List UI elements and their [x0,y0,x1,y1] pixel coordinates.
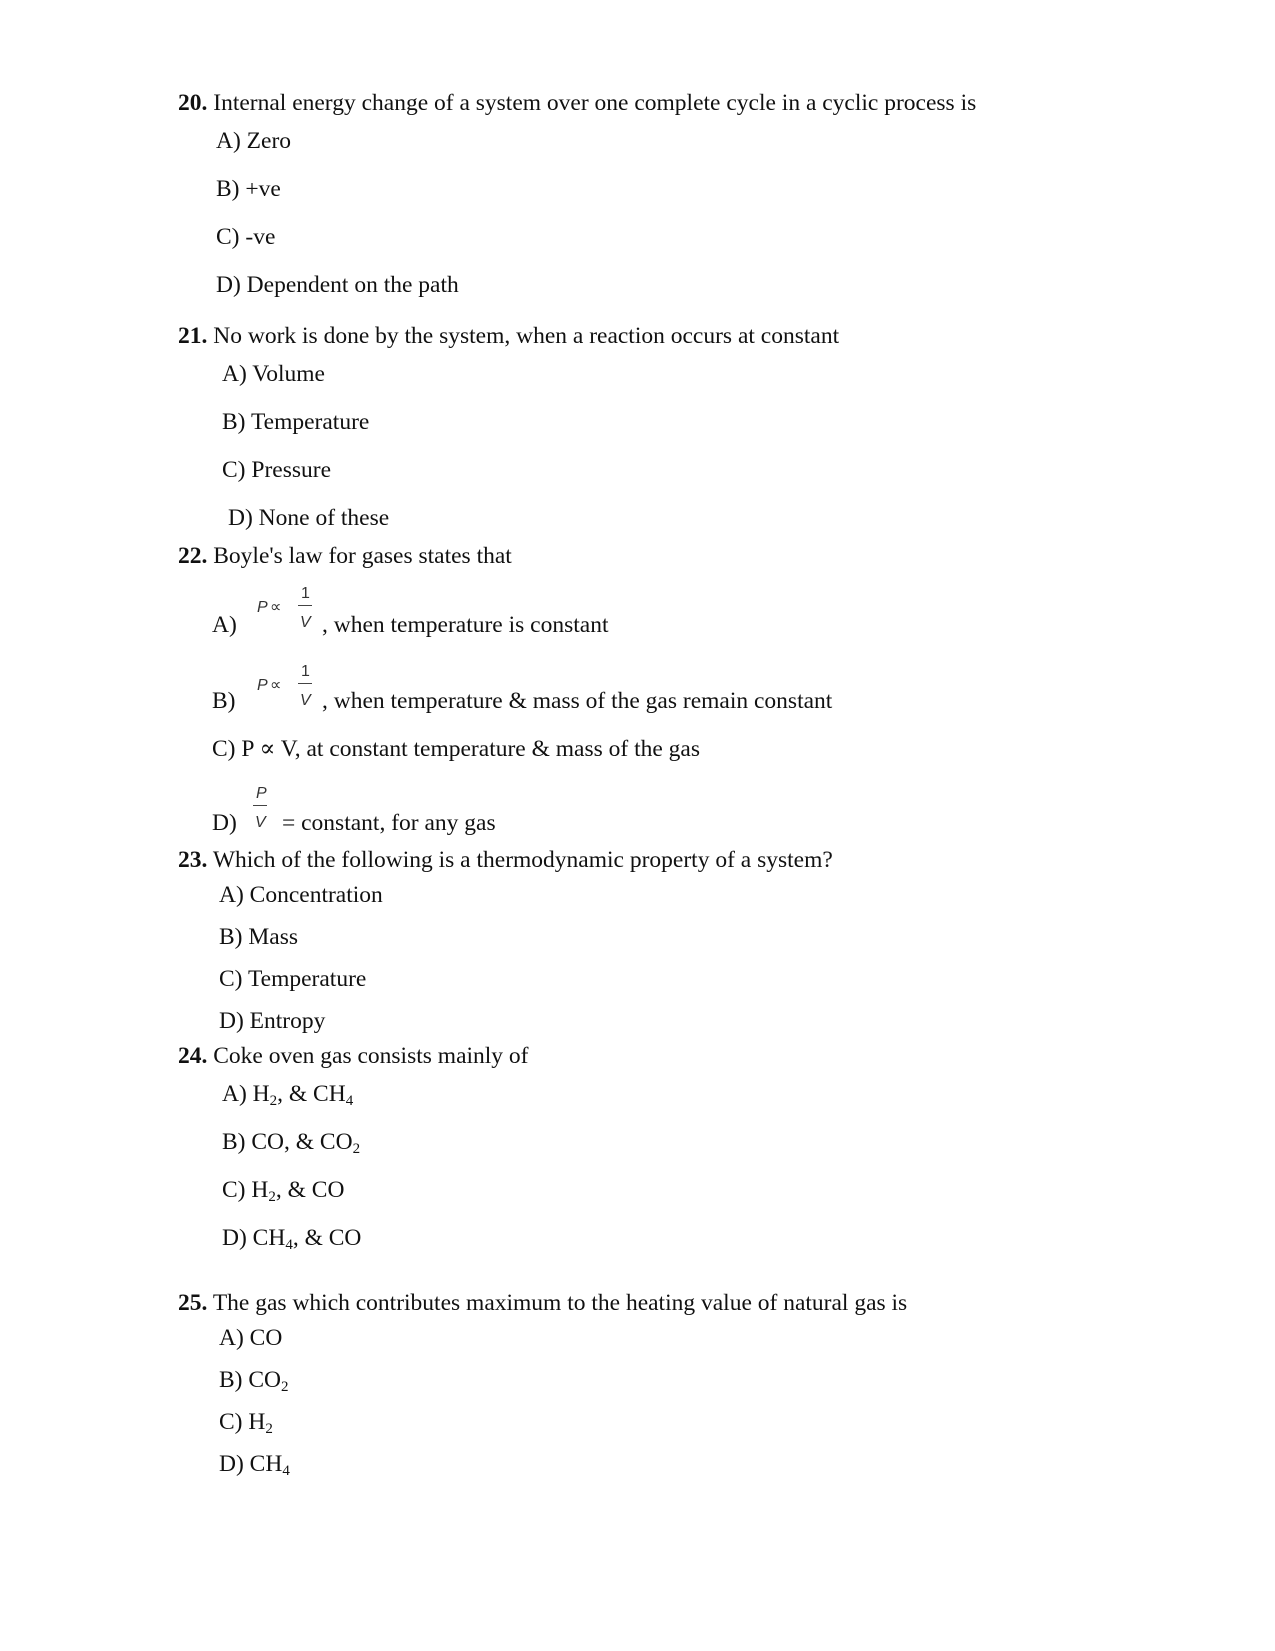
option-c: C) -ve [216,224,276,250]
formula-proportional: ∝ [270,599,282,616]
option-d: D) Dependent on the path [216,272,459,298]
question-text: Which of the following is a thermodynamic property of a system? [212,847,833,873]
fraction-bar [298,605,312,606]
formula-p: P [257,677,268,694]
question-number: 23. [178,847,208,873]
option-b-label: B) [212,688,236,714]
question-text: The gas which contributes maximum to the heating value of natural gas is [212,1290,908,1316]
fraction-bar [253,805,267,806]
option-c: C) P ∝ V, at constant temperature & mass of the gas [212,736,700,762]
question-text: Boyle's law for gases states that [213,543,512,569]
formula-numerator: 1 [301,663,310,680]
option-b: B) +ve [216,176,281,202]
option-c: C) Pressure [222,457,331,483]
question-text: Coke oven gas consists mainly of [213,1043,529,1069]
question-number: 22. [178,543,208,569]
p-over-v-formula [250,786,274,834]
question-text: No work is done by the system, when a reaction occurs at constant [213,323,840,349]
question-number: 20. [178,90,208,116]
question-text: Internal energy change of a system over one complete cycle in a cyclic process is [213,90,977,116]
formula-p: P [257,599,268,616]
formula-denominator: V [300,692,311,709]
question-23 [178,849,833,873]
option-d-text: = constant, for any gas [282,810,496,836]
option-c: C) Temperature [219,966,367,992]
question-22 [178,545,512,569]
option-d: D) $CH_4$, & CO [222,1225,362,1253]
question-21 [178,325,839,349]
option-b-text: , when temperature & mass of the gas remain constant [322,688,833,714]
option-a: A) CO [219,1325,283,1351]
formula-denominator: V [300,614,311,631]
option-d: D) $CH_4$ [219,1451,290,1479]
option-a-label: A) [212,612,237,638]
option-a: A) Concentration [219,882,383,908]
option-b: B) $CO_2$ [219,1367,289,1395]
option-a-text: , when temperature is constant [322,612,609,638]
question-number: 24. [178,1043,208,1069]
option-c: C) $H_2$, & CO [222,1177,345,1205]
formula-numerator: P [256,785,267,802]
fraction-bar [298,683,312,684]
formula-proportional: ∝ [270,677,282,694]
question-number: 21. [178,323,208,349]
option-d: D) None of these [228,505,390,531]
option-b: B) Mass [219,924,298,950]
p-proportional-1-over-v-formula [256,586,320,636]
question-25 [178,1292,907,1316]
option-b: B) Temperature [222,409,370,435]
option-a: A) Zero [216,128,292,154]
question-20 [178,92,976,116]
formula-denominator: V [255,814,266,831]
option-d-label: D) [212,810,237,836]
p-proportional-1-over-v-formula [256,664,320,714]
option-d: D) Entropy [219,1008,326,1034]
option-a: A) Volume [222,361,325,387]
question-number: 25. [178,1290,208,1316]
option-a: A) $H_2$, & $CH_4$ [222,1081,354,1109]
option-c: C) $H_2$ [219,1409,273,1437]
question-24 [178,1045,529,1069]
formula-numerator: 1 [301,585,310,602]
option-b: B) CO, & $CO_2$ [222,1129,361,1157]
